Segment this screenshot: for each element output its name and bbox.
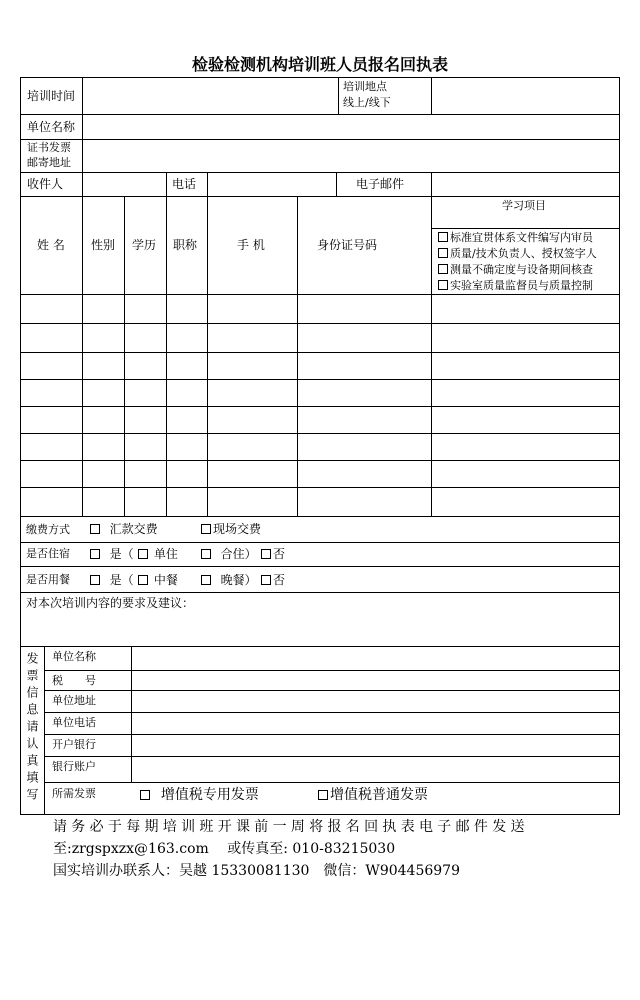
phone-label: 电话 [172, 177, 197, 191]
course-option-2[interactable] [438, 247, 597, 261]
cert-address-label-2: 邮寄地址 [27, 156, 71, 169]
meals-lunch-label: 中餐 [153, 573, 178, 587]
training-place-label-2: 线上/线下 [343, 96, 391, 109]
checkbox-icon [261, 575, 271, 585]
col-header-study-items: 学习项目 [502, 199, 546, 212]
checkbox-icon [261, 549, 271, 559]
unit-name-field[interactable] [86, 116, 616, 137]
meals-yes-option[interactable] [90, 573, 134, 587]
lodging-yes-label: 是（ [109, 547, 134, 561]
payment-option-transfer[interactable] [90, 522, 158, 536]
meals-lunch-option[interactable] [138, 573, 178, 587]
footer-contact: 国实培训办联系人：吴越 15330081130 微信：W904456979 [53, 863, 460, 879]
meals-no-option[interactable] [261, 573, 285, 587]
footer-instructions-line1: 请务必于每期培训班开课前一周将报名回执表电子邮件发送 [53, 819, 529, 835]
receiver-label: 收件人 [27, 177, 64, 191]
checkbox-icon [138, 575, 148, 585]
course-label: 质量/技术负责人、授权签字人 [450, 247, 597, 260]
invoice-field-label: 单位电话 [52, 716, 96, 729]
suggestions-field[interactable] [24, 612, 616, 644]
lodging-single-option[interactable] [138, 547, 178, 561]
checkbox-icon [318, 790, 328, 800]
invoice-phone-field[interactable] [134, 714, 617, 732]
payment-label: 缴费方式 [26, 523, 70, 536]
course-option-1[interactable] [438, 231, 593, 245]
receiver-field[interactable] [86, 174, 164, 194]
invoice-field-label: 银行账户 [52, 760, 96, 773]
checkbox-icon [438, 232, 448, 242]
training-time-label: 培训时间 [27, 89, 76, 103]
checkbox-icon [140, 790, 150, 800]
lodging-label: 是否住宿 [26, 547, 70, 560]
payment-option-onsite-label: 现场交费 [213, 522, 262, 536]
email-field[interactable] [435, 174, 617, 194]
invoice-tax-id-field[interactable] [134, 672, 617, 688]
course-option-4[interactable] [438, 279, 593, 293]
invoice-bank-field[interactable] [134, 736, 617, 754]
cert-address-field[interactable] [86, 142, 616, 170]
checkbox-icon [438, 248, 448, 258]
invoice-required-label: 所需发票 [52, 787, 96, 800]
footer-instructions-line2: 至:zrgspxzx@163.com 或传真至: 010-83215030 [53, 841, 396, 857]
lodging-no-label: 否 [273, 547, 286, 561]
invoice-field-label: 单位名称 [52, 650, 96, 663]
checkbox-icon [90, 575, 100, 585]
course-label: 标准宜贯体系文件编写内审员 [450, 231, 593, 244]
unit-name-label: 单位名称 [27, 120, 76, 134]
invoice-field-label: 开户银行 [52, 738, 96, 751]
page-title: 检验检测机构培训班人员报名回执表 [191, 55, 448, 74]
col-header-title: 职称 [173, 238, 198, 252]
lodging-shared-label: 合住） [220, 547, 257, 561]
meals-yes-label: 是（ [109, 573, 134, 587]
phone-field[interactable] [210, 174, 334, 194]
checkbox-icon [90, 549, 100, 559]
invoice-option-normal-label: 增值税普通发票 [330, 787, 428, 803]
checkbox-icon [90, 524, 100, 534]
checkbox-icon [201, 575, 211, 585]
checkbox-icon [438, 280, 448, 290]
checkbox-icon [138, 549, 148, 559]
col-header-gender: 性别 [91, 238, 116, 252]
lodging-single-label: 单住 [153, 547, 178, 561]
checkbox-icon [201, 549, 211, 559]
cert-address-label-1: 证书发票 [27, 141, 71, 154]
meals-dinner-label: 晚餐） [220, 573, 257, 587]
invoice-field-label: 单位地址 [52, 694, 96, 707]
checkbox-icon [201, 524, 211, 534]
meals-label: 是否用餐 [26, 573, 70, 586]
course-label: 测量不确定度与设备期间核查 [450, 263, 593, 276]
email-label: 电子邮件 [356, 177, 405, 191]
payment-option-transfer-label: 汇款交费 [109, 522, 158, 536]
suggestions-label: 对本次培训内容的要求及建议： [26, 596, 195, 610]
training-time-field[interactable] [86, 80, 336, 112]
invoice-option-normal[interactable] [318, 786, 428, 804]
checkbox-icon [438, 264, 448, 274]
invoice-option-special-label: 增值税专用发票 [160, 787, 259, 803]
col-header-id-number: 身份证号码 [317, 238, 378, 252]
invoice-field-label: 税 号 [52, 674, 96, 687]
lodging-yes-option[interactable] [90, 547, 134, 561]
invoice-option-special[interactable] [140, 786, 259, 804]
payment-option-onsite[interactable] [201, 522, 261, 536]
col-header-education: 学历 [132, 238, 157, 252]
meals-no-label: 否 [273, 573, 286, 587]
invoice-side-label: 发票信息请认真填写 [25, 652, 39, 805]
invoice-unit-name-field[interactable] [134, 648, 617, 668]
training-place-label-1: 培训地点 [343, 80, 387, 93]
course-label: 实验室质量监督员与质量控制 [450, 279, 593, 292]
col-header-mobile: 手 机 [237, 238, 265, 252]
invoice-address-field[interactable] [134, 692, 617, 710]
invoice-account-field[interactable] [134, 758, 617, 780]
course-option-3[interactable] [438, 263, 593, 277]
col-header-name: 姓 名 [37, 238, 65, 252]
lodging-shared-option[interactable] [201, 547, 257, 561]
lodging-no-option[interactable] [261, 547, 285, 561]
meals-dinner-option[interactable] [201, 573, 257, 587]
training-place-field[interactable] [435, 80, 617, 112]
